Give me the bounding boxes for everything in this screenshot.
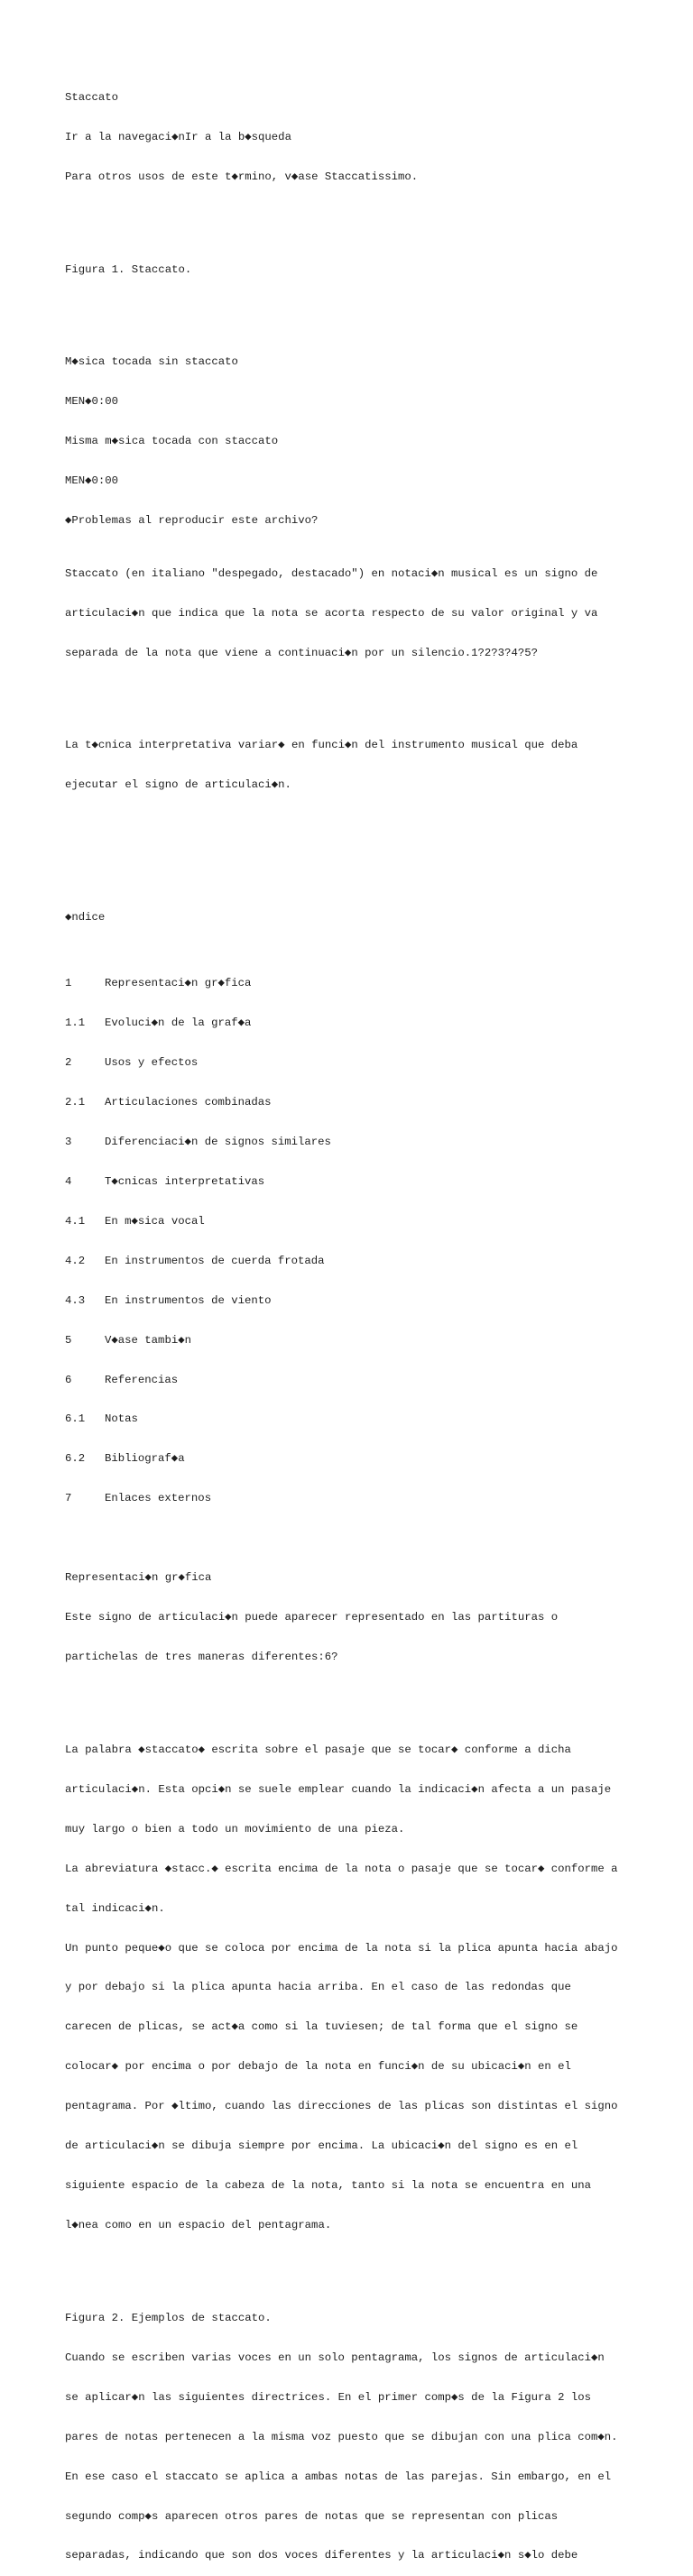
document-page [65,65,642,2576]
toc-item-number: 4.3 [65,1293,86,1307]
section-body-line: tal indicaci◆n. [65,1901,165,1915]
toc-heading: ◆ndice [65,910,106,924]
toc-item-label: En instrumentos de viento [105,1293,272,1307]
section-body-line: Un punto peque◆o que se coloca por encima de la nota si la plica apunta hacia abajo [65,1941,618,1955]
toc-item[interactable] [65,1374,642,1387]
figure-1-caption: Figura 1. Staccato. [65,262,192,276]
audio-player-menu-2[interactable]: MEN◆0:00 [65,474,119,488]
section-body-line: carecen de plicas, se act◆a como si la tuviesen; de tal forma que el signo se [65,2020,578,2034]
section-heading: Representaci◆n gr◆fica [65,1571,212,1585]
toc-item-label: V◆ase tambi◆n [105,1333,191,1347]
section-body-line: La palabra ◆staccato◆ escrita sobre el pasaje que se tocar◆ conforme a dicha [65,1743,571,1756]
audio-label-without-staccato: M◆sica tocada sin staccato [65,355,238,369]
toc-item-number: 6.2 [65,1452,86,1466]
figure-2-body-line: Cuando se escriben varias voces en un solo pentagrama, los signos de articulaci◆n [65,2351,605,2364]
spacer [65,2259,642,2272]
figure-2-body-line: pares de notas pertenecen a la misma voz puesto que se dibujan con una plica com◆n. [65,2430,618,2443]
spacer [65,303,642,317]
toc-item-number: 7 [65,1492,72,1505]
toc-item-number: 6.1 [65,1412,86,1426]
section-body-line: y por debajo si la plica apunta hacia arriba. En el caso de las redondas que [65,1981,571,1994]
toc-item[interactable] [65,1017,642,1030]
toc-item-number: 1.1 [65,1016,86,1029]
disambiguation-note: Para otros usos de este t◆rmino, v◆ase Staccatissimo. [65,170,419,184]
spacer [65,818,642,832]
page-title: Staccato [65,91,119,105]
section-intro-line: Este signo de articulaci◆n puede aparecer representado en las partituras o [65,1611,559,1624]
toc-item-label: Representaci◆n gr◆fica [105,976,252,989]
toc-item[interactable] [65,1452,642,1466]
toc-item-number: 4 [65,1174,72,1188]
toc-item[interactable] [65,977,642,990]
toc-item-number: 4.2 [65,1254,86,1267]
figure-2-body-line: En ese caso el staccato se aplica a ambas notas de las parejas. Sin embargo, en el [65,2470,612,2483]
intro-line: separada de la nota que viene a continuaci◆n por un silencio.1?2?3?4?5? [65,646,538,659]
intro-line: Staccato (en italiano "despegado, destacado") en notaci◆n musical es un signo de [65,566,598,580]
audio-player-menu-1[interactable]: MEN◆0:00 [65,395,119,409]
section-body-line: La abreviatura ◆stacc.◆ escrita encima de la nota o pasaje que se tocar◆ conforme a [65,1862,618,1875]
toc-item[interactable] [65,1294,642,1308]
toc-item-label: Notas [105,1412,138,1426]
toc-item-label: Usos y efectos [105,1055,199,1069]
toc-item-number: 5 [65,1333,72,1347]
spacer [65,1690,642,1704]
toc-item[interactable] [65,1136,642,1149]
figure-2-body-line: separadas, indicando que son dos voces diferentes y la articulaci◆n s◆lo debe [65,2549,578,2562]
toc-item-label: T◆cnicas interpretativas [105,1174,265,1188]
spacer [65,686,642,700]
section-body-line: pentagrama. Por ◆ltimo, cuando las direcciones de las plicas son distintas el signo [65,2100,618,2113]
toc-item-label: Evoluci◆n de la graf◆a [105,1016,252,1029]
audio-label-with-staccato: Misma m◆sica tocada con staccato [65,435,279,448]
toc-item-label: Enlaces externos [105,1492,212,1505]
toc-item-label: En m◆sica vocal [105,1214,205,1228]
toc-item-label: Bibliograf◆a [105,1452,185,1466]
section-body-line: colocar◆ por encima o por debajo de la nota en funci◆n de su ubicaci◆n en el [65,2060,571,2074]
section-body-line: de articulaci◆n se dibuja siempre por encima. La ubicaci◆n del signo es en el [65,2139,578,2153]
section-intro-line: partichelas de tres maneras diferentes:6? [65,1651,338,1664]
toc-item[interactable] [65,1492,642,1505]
navigation-links[interactable]: Ir a la navegaci◆nIr a la b◆squeda [65,131,291,144]
section-body-line: siguiente espacio de la cabeza de la nota, tanto si la nota se encuentra en una [65,2179,591,2193]
toc-item-number: 1 [65,976,72,989]
toc-item-label: En instrumentos de cuerda frotada [105,1254,325,1267]
technique-line: La t◆cnica interpretativa variar◆ en funci◆n del instrumento musical que deba [65,739,578,752]
toc-item-number: 4.1 [65,1214,86,1228]
toc-item-label: Articulaciones combinadas [105,1095,272,1109]
section-body-line: articulaci◆n. Esta opci◆n se suele emplear cuando la indicaci◆n afecta a un pasaje [65,1782,612,1796]
toc-item[interactable] [65,1096,642,1109]
toc-item-label: Referencias [105,1373,179,1386]
figure-2-caption: Figura 2. Ejemplos de staccato. [65,2311,272,2324]
playback-problems-link[interactable]: ◆Problemas al reproducir este archivo? [65,514,319,528]
spacer [65,858,642,871]
toc-item-number: 3 [65,1135,72,1148]
toc-item[interactable] [65,1412,642,1426]
spacer [65,210,642,224]
technique-line: ejecutar el signo de articulaci◆n. [65,778,291,792]
toc-item[interactable] [65,1215,642,1228]
figure-2-body-line: segundo comp◆s aparecen otros pares de notas que se representan con plicas [65,2509,559,2523]
toc-item-number: 6 [65,1373,72,1386]
toc-item[interactable] [65,1056,642,1070]
toc-item-number: 2 [65,1055,72,1069]
toc-item[interactable] [65,1175,642,1189]
intro-line: articulaci◆n que indica que la nota se acorta respecto de su valor original y va [65,606,598,620]
figure-2-body-line: se aplicar◆n las siguientes directrices. En el primer comp◆s de la Figura 2 los [65,2390,592,2404]
toc-item[interactable] [65,1255,642,1268]
section-body-line: l◆nea como en un espacio del pentagrama. [65,2219,332,2232]
toc-item-label: Diferenciaci◆n de signos similares [105,1135,331,1148]
section-body-line: muy largo o bien a todo un movimiento de una pieza. [65,1822,405,1835]
table-of-contents [65,951,642,1532]
toc-item-number: 2.1 [65,1095,86,1109]
toc-item[interactable] [65,1334,642,1348]
